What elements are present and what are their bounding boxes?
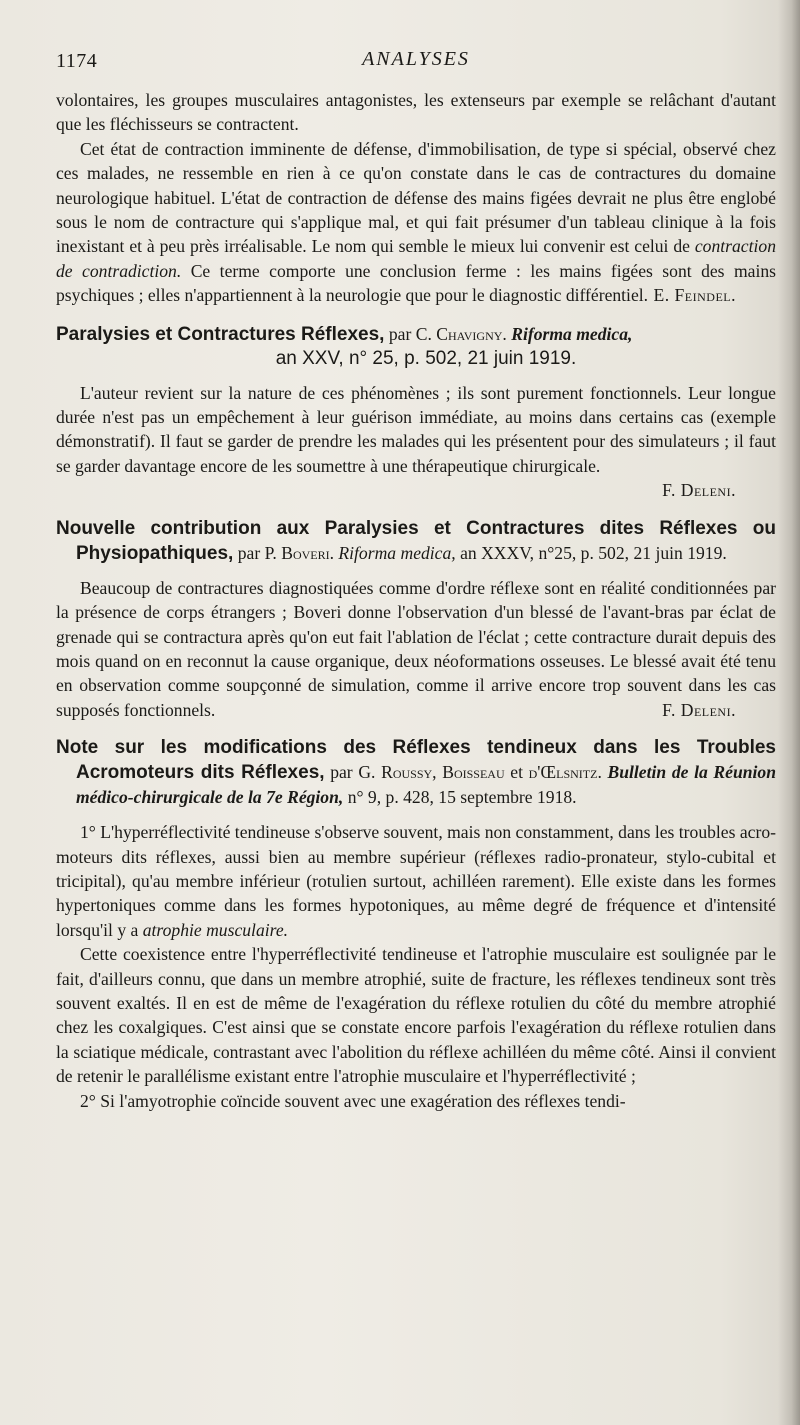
article-reference: an XXV, n° 25, p. 502, 21 juin 1919. xyxy=(275,347,577,369)
title-text: Paralysies et Contractures Réflexes, xyxy=(56,323,385,345)
and-text: et xyxy=(504,762,529,783)
continued-review xyxy=(56,88,776,308)
paragraph: Beaucoup de contractures diagnostiquées comme d'ordre réflexe sont en réalité conditionnées par la présence de corps étrangers ; Boveri donne l'observation d'un blessé de l'avant-bras par éclat de grenade qui se contractura après qu'on eut fait l'ablation de l'éclat ; cette contracture durait depuis des mois quand on en reconnut la cause organique, deux néoformations osseuses. Le blessé avait été tenu en observation comme soupçonné de simulation, comme il arrive encore trop souvent dans les cas supposés fonctionnels. xyxy=(56,577,776,720)
emphasis: contraction de contradiction. xyxy=(56,236,776,281)
title-text: Note sur les modifications des Réflexes tendineux dans les Troubles Acromoteurs dits Réflexes, xyxy=(56,737,776,784)
by-text: par G. xyxy=(324,762,382,783)
paragraph: 2° Si l'amyotrophie coïncide souvent avec une exagération des réflexes tendi- xyxy=(80,1090,626,1111)
by-text: par P. xyxy=(233,542,282,563)
paragraph: Cette coexistence entre l'hyperréflectivité tendineuse et l'atrophie musculaire est soulignée par le fait, d'ailleurs connu, que dans un membre atrophié, suite de fracture, les réflexes tendineux sont très souvent exaltés. Il en est de même de l'exagération du réflexe rotulien du côté du membre atrophié chez les coxalgiques. C'est ainsi que se constate encore parfois l'exagération du réflexe rotulien dans la sciatique médicale, contrastant avec l'abolition du réflexe achilléen du même côté. Ainsi il convient de retenir le parallélisme existant entre l'atrophie musculaire et l'hyperréflectivité ; xyxy=(56,944,776,1087)
page-edge-shadow xyxy=(778,0,800,1425)
article-title xyxy=(56,736,776,810)
emphasis: atrophie musculaire. xyxy=(142,919,289,940)
review-signature: F. Deleni. xyxy=(662,480,736,501)
page-header xyxy=(56,48,776,78)
review-signature: E. Feindel. xyxy=(653,285,736,306)
paragraph xyxy=(56,820,776,942)
author-name: Boveri. xyxy=(281,542,335,563)
review-signature: F. Deleni. xyxy=(662,699,736,720)
journal-name: Bulletin de la Réunion médico-chirurgicale de la 7e Région, xyxy=(76,762,777,808)
author-name: d'Œlsnitz. xyxy=(528,762,602,783)
author-names: Roussy, Boisseau xyxy=(381,762,505,783)
journal-name: Riforma medica, xyxy=(334,542,456,563)
text-run: Cet état de contraction imminente de défense, d'immobilisation, de type si spécial, observé chez ces malades, ne ressemble en rien à ce qu'on constate dans le cas de contractures du domaine neurologique habituel. L'état de contraction de défense des mains figées devrait ne plus être englobé sous le nom de contracture qui s'applique mal, et qui fait présumer d'un tableau clinique à la fois inexistant et à peu près irréalisable. Le nom qui semble le mieux lui convenir est celui de xyxy=(56,138,776,257)
author-name: Chavigny. xyxy=(436,323,507,344)
article-reference: n° 9, p. 428, 15 septembre 1918. xyxy=(343,787,577,808)
article-title xyxy=(56,322,776,371)
page-number: 1174 xyxy=(56,50,98,72)
article-reference: an XXXV, n°25, p. 502, 21 juin 1919. xyxy=(455,542,727,563)
paragraph: volontaires, les groupes musculaires antagonistes, les extenseurs par exemple se relâchant d'autant que les fléchisseurs se contractent. xyxy=(56,90,776,135)
review-article xyxy=(56,736,776,1113)
by-text: par C. xyxy=(384,323,437,344)
title-text: Nouvelle contribution aux Paralysies et Contractures dites Réflexes ou Physiopathiques, xyxy=(56,517,776,564)
article-title xyxy=(56,517,776,566)
paragraph xyxy=(56,137,776,308)
text-run: Ce terme comporte une conclusion ferme : les mains figées sont des mains psychiques ; elles n'appartiennent à la neurologie que pour le diagnostic différentiel. xyxy=(56,260,776,306)
review-article xyxy=(56,517,776,722)
paragraph: L'auteur revient sur la nature de ces phénomènes ; ils sont purement fonctionnels. Leur longue durée n'est pas un empêchement à leur guérison immédiate, au moins dans certains cas (exemple démonstratif). Il faut se garder de prendre les malades qui les présentent pour des simulateurs ; il faut se garder davantage encore de les soumettre à une thérapeutique chirurgicale. xyxy=(56,382,776,476)
text-run: 1° L'hyperréflectivité tendineuse s'observe souvent, mais non constamment, dans les troubles acro-moteurs dits réflexes, aussi bien au membre supérieur (réflexes radio-pronateur, stylo-cubital et tricipital), qu'au membre inférieur (rotulien surtout, achilléen rarement). Elle existe dans les formes hypertoniques comme dans les formes hypotoniques, au même degré de fréquence et d'intensité lorsqu'il y a xyxy=(56,822,776,940)
review-article xyxy=(56,322,776,503)
running-head: ANALYSES xyxy=(362,48,470,70)
journal-name: Riforma medica, xyxy=(506,323,633,344)
